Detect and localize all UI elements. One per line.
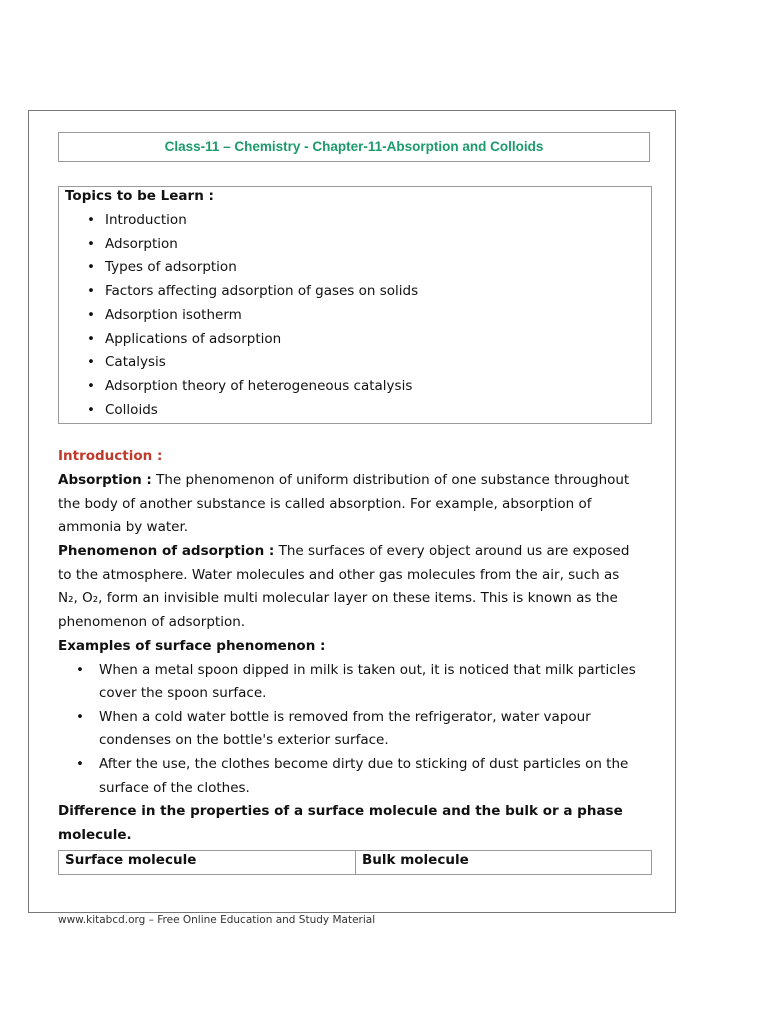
difference-heading: molecule. [58, 827, 132, 843]
list-item: • Colloids [105, 399, 418, 423]
absorption-line: the body of another substance is called absorption. For example, absorption of [58, 496, 592, 512]
list-item: • Types of adsorption [105, 256, 418, 280]
list-item: • Factors affecting adsorption of gases on solids [105, 280, 418, 304]
list-item: • Applications of adsorption [105, 328, 418, 352]
topics-heading: Topics to be Learn : [65, 188, 214, 204]
phenomenon-line: N₂, O₂, form an invisible multi molecular layer on these items. This is known as the [58, 590, 618, 606]
example-line: condenses on the bottle's exterior surface. [99, 732, 389, 748]
example-line: When a metal spoon dipped in milk is taken out, it is noticed that milk particles [99, 662, 636, 678]
example-line: After the use, the clothes become dirty due to sticking of dust particles on the [99, 756, 629, 772]
table-header-bulk: Bulk molecule [362, 852, 469, 868]
phenomenon-line: to the atmosphere. Water molecules and other gas molecules from the air, such as [58, 567, 620, 583]
difference-heading: Difference in the properties of a surface molecule and the bulk or a phase [58, 803, 623, 819]
example-line: cover the spoon surface. [99, 685, 267, 701]
bullet-icon: • [76, 709, 84, 725]
text: The surfaces of every object around us are exposed [274, 543, 630, 559]
absorption-line: ammonia by water. [58, 519, 189, 535]
absorption-line [58, 470, 629, 490]
absorption-term: Absorption : [58, 472, 152, 488]
phenomenon-line [58, 541, 629, 561]
list-item: • Adsorption isotherm [105, 304, 418, 328]
examples-heading: Examples of surface phenomenon : [58, 638, 326, 654]
bullet-icon: • [76, 756, 84, 772]
list-item: • Introduction [105, 209, 418, 233]
list-item: • Catalysis [105, 351, 418, 375]
intro-heading: Introduction : [58, 448, 163, 464]
list-item: • Adsorption [105, 233, 418, 257]
topics-box [58, 186, 652, 424]
phenomenon-line: phenomenon of adsorption. [58, 614, 246, 630]
example-line: surface of the clothes. [99, 780, 250, 796]
list-item: • Adsorption theory of heterogeneous catalysis [105, 375, 418, 399]
footer-text: www.kitabcd.org – Free Online Education and Study Material [58, 914, 376, 926]
bullet-icon: • [76, 662, 84, 678]
phenomenon-term: Phenomenon of adsorption : [58, 543, 275, 559]
chapter-title: Class-11 – Chemistry - Chapter-11-Absorption and Colloids [58, 132, 650, 162]
topics-list [59, 209, 418, 422]
example-line: When a cold water bottle is removed from the refrigerator, water vapour [99, 709, 591, 725]
text: The phenomenon of uniform distribution of one substance throughout [151, 472, 630, 488]
table-header-surface: Surface molecule [59, 851, 356, 874]
comparison-table [58, 850, 652, 875]
